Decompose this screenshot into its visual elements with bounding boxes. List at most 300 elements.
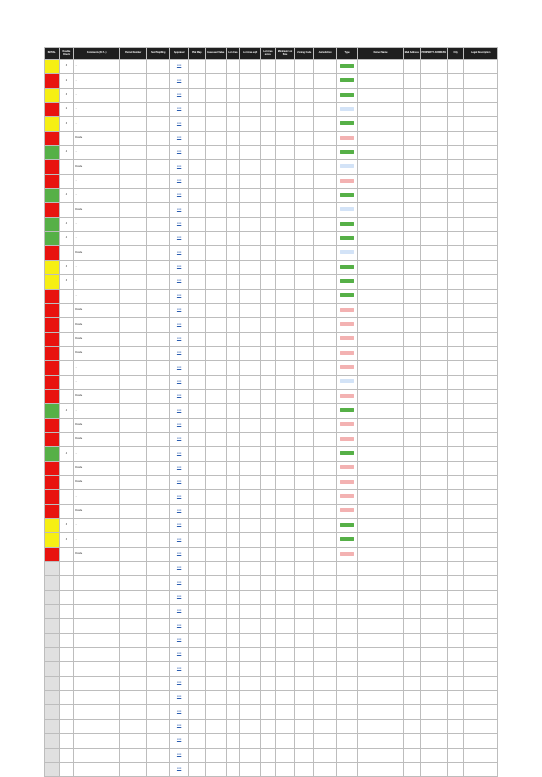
min-lot-size-cell [275, 461, 295, 475]
property-address-cell [420, 533, 447, 547]
jurisdiction-cell [314, 103, 337, 117]
table-row[interactable] [45, 475, 498, 489]
appraisal-link[interactable] [170, 705, 189, 719]
property-address-cell [420, 189, 447, 203]
appraisal-link-text[interactable]: Link [176, 408, 182, 412]
appraisal-link[interactable] [170, 318, 189, 332]
table-row[interactable] [45, 189, 498, 203]
appraisal-link-text[interactable]: Link [176, 724, 182, 728]
appraisal-link[interactable] [170, 275, 189, 289]
comments-cell: ... [74, 490, 120, 504]
appraisal-link-text[interactable]: Link [176, 523, 182, 527]
appraisal-link[interactable] [170, 748, 189, 762]
status-cell [45, 605, 60, 619]
col-header[interactable]: Parcel Number [120, 48, 147, 60]
table-row[interactable] [45, 246, 498, 260]
table-row[interactable] [45, 232, 498, 246]
col-header[interactable]: PROPERTY ADDRESS [420, 48, 447, 60]
jurisdiction-cell [314, 375, 337, 389]
zoning-code-cell [295, 60, 314, 74]
comments-cell [74, 562, 120, 576]
lot-area-cell [226, 605, 240, 619]
lot-area-cell [226, 447, 240, 461]
assessed-value-cell [205, 705, 226, 719]
legal-description-cell [464, 318, 498, 332]
type-badge [340, 222, 354, 226]
owner-name-cell [358, 160, 404, 174]
legal-description-cell [464, 562, 498, 576]
lot-acres-cell [261, 375, 276, 389]
table-row[interactable] [45, 361, 498, 375]
type-cell [337, 275, 358, 289]
property-address-cell [420, 447, 447, 461]
table-row[interactable] [45, 174, 498, 188]
owner-name-cell [358, 146, 404, 160]
appraisal-link-text[interactable]: Link [176, 322, 182, 326]
appraisal-link[interactable] [170, 332, 189, 346]
table-row[interactable] [45, 117, 498, 131]
appraisal-link-text[interactable]: Link [176, 250, 182, 254]
table-row[interactable] [45, 461, 498, 475]
appraisal-link-text[interactable]: Link [176, 595, 182, 599]
table-row[interactable] [45, 705, 498, 719]
double-check-cell [59, 289, 74, 303]
col-header[interactable]: Owner Name [358, 48, 404, 60]
appraisal-link[interactable] [170, 590, 189, 604]
appraisal-link-text[interactable]: Link [176, 480, 182, 484]
appraisal-link-text[interactable]: Link [176, 265, 182, 269]
table-row[interactable] [45, 217, 498, 231]
mail-address-cell [403, 160, 420, 174]
appraisal-link[interactable] [170, 691, 189, 705]
table-row[interactable] [45, 318, 498, 332]
table-row[interactable] [45, 346, 498, 360]
lot-acres-cell [261, 691, 276, 705]
appraisal-link[interactable] [170, 676, 189, 690]
appraisal-link[interactable] [170, 389, 189, 403]
sec-twp-rng-cell [147, 762, 170, 776]
appraisal-link-text[interactable]: Link [176, 308, 182, 312]
type-badge [340, 351, 354, 355]
appraisal-link-text[interactable]: Link [176, 437, 182, 441]
appraisal-link-text[interactable]: Link [176, 508, 182, 512]
appraisal-link[interactable] [170, 432, 189, 446]
col-header[interactable]: Plat Map [189, 48, 206, 60]
lot-area-cell [226, 88, 240, 102]
table-row[interactable] [45, 648, 498, 662]
appraisal-link-text[interactable]: Link [176, 379, 182, 383]
city-cell [447, 189, 464, 203]
table-row[interactable] [45, 676, 498, 690]
type-cell [337, 748, 358, 762]
plat-map-cell [189, 346, 206, 360]
col-header[interactable]: Appraisal [170, 48, 189, 60]
appraisal-link-text[interactable]: Link [176, 752, 182, 756]
parcel-number-cell [120, 734, 147, 748]
mail-address-cell [403, 361, 420, 375]
appraisal-link[interactable] [170, 74, 189, 88]
plat-map-cell [189, 375, 206, 389]
city-cell [447, 332, 464, 346]
property-address-cell [420, 762, 447, 776]
header-row [45, 48, 498, 60]
sec-twp-rng-cell [147, 246, 170, 260]
appraisal-link[interactable] [170, 605, 189, 619]
legal-description-cell [464, 576, 498, 590]
city-cell [447, 590, 464, 604]
col-header[interactable]: Minimum Lot Size [275, 48, 295, 60]
type-cell [337, 131, 358, 145]
appraisal-link-text[interactable]: Link [176, 336, 182, 340]
appraisal-link[interactable] [170, 160, 189, 174]
min-lot-size-cell [275, 676, 295, 690]
status-cell [45, 562, 60, 576]
appraisal-link-text[interactable]: Link [176, 236, 182, 240]
appraisal-link-text[interactable]: Link [176, 351, 182, 355]
appraisal-link-text[interactable]: Link [176, 64, 182, 68]
plat-map-cell [189, 318, 206, 332]
status-cell [45, 389, 60, 403]
appraisal-link[interactable] [170, 303, 189, 317]
mail-address-cell [403, 504, 420, 518]
table-row[interactable] [45, 519, 498, 533]
parcel-number-cell [120, 533, 147, 547]
property-address-cell [420, 562, 447, 576]
appraisal-link[interactable] [170, 633, 189, 647]
table-row[interactable] [45, 146, 498, 160]
table-row[interactable] [45, 748, 498, 762]
parcel-number-cell [120, 260, 147, 274]
zoning-code-cell [295, 590, 314, 604]
table-row[interactable] [45, 590, 498, 604]
parcel-number-cell [120, 361, 147, 375]
plat-map-cell [189, 103, 206, 117]
appraisal-link[interactable] [170, 88, 189, 102]
owner-name-cell [358, 605, 404, 619]
city-cell [447, 103, 464, 117]
appraisal-link[interactable] [170, 103, 189, 117]
appraisal-link[interactable] [170, 648, 189, 662]
appraisal-link-text[interactable]: Link [176, 207, 182, 211]
appraisal-link-text[interactable]: Link [176, 652, 182, 656]
sec-twp-rng-cell [147, 361, 170, 375]
appraisal-link[interactable] [170, 346, 189, 360]
lot-sqft-cell [240, 131, 261, 145]
table-row[interactable] [45, 662, 498, 676]
appraisal-link-text[interactable]: Link [176, 638, 182, 642]
appraisal-link-text[interactable]: Link [176, 93, 182, 96]
assessed-value-cell [205, 748, 226, 762]
min-lot-size-cell [275, 633, 295, 647]
table-row[interactable] [45, 303, 498, 317]
appraisal-link[interactable] [170, 533, 189, 547]
type-cell [337, 619, 358, 633]
plat-map-cell [189, 475, 206, 489]
zoning-code-cell [295, 676, 314, 690]
appraisal-link[interactable] [170, 217, 189, 231]
appraisal-link-text[interactable]: Link [176, 150, 182, 154]
table-row[interactable] [45, 576, 498, 590]
table-row[interactable] [45, 605, 498, 619]
col-header[interactable]: Mail Address [403, 48, 420, 60]
appraisal-link[interactable] [170, 174, 189, 188]
appraisal-link[interactable] [170, 447, 189, 461]
appraisal-link-text[interactable]: Link [176, 566, 182, 570]
appraisal-link-text[interactable]: Link [176, 365, 182, 369]
lot-acres-cell [261, 404, 276, 418]
table-row[interactable] [45, 275, 498, 289]
status-cell [45, 160, 60, 174]
appraisal-link[interactable] [170, 189, 189, 203]
city-cell [447, 346, 464, 360]
appraisal-link[interactable] [170, 762, 189, 776]
city-cell [447, 88, 464, 102]
assessed-value-cell [205, 633, 226, 647]
table-row[interactable] [45, 533, 498, 547]
col-header[interactable]: Comments (B-T...) [74, 48, 120, 60]
table-row[interactable] [45, 404, 498, 418]
lot-sqft-cell [240, 461, 261, 475]
appraisal-link-text[interactable]: Link [176, 222, 182, 226]
appraisal-link[interactable] [170, 117, 189, 131]
lot-area-cell [226, 418, 240, 432]
parcel-number-cell [120, 160, 147, 174]
table-row[interactable] [45, 504, 498, 518]
lot-acres-cell [261, 662, 276, 676]
appraisal-link[interactable] [170, 375, 189, 389]
table-row[interactable] [45, 160, 498, 174]
table-row[interactable] [45, 289, 498, 303]
appraisal-link-text[interactable]: Link [176, 78, 182, 82]
col-header[interactable]: Assessed Value [205, 48, 226, 60]
col-header[interactable]: Jurisdiction [314, 48, 337, 60]
appraisal-link-text[interactable]: Link [176, 552, 182, 555]
parcel-number-cell [120, 490, 147, 504]
col-header[interactable]: Type [337, 48, 358, 60]
appraisal-link[interactable] [170, 734, 189, 748]
lot-sqft-cell [240, 289, 261, 303]
legal-description-cell [464, 748, 498, 762]
appraisal-link-text[interactable]: Link [176, 609, 182, 613]
status-cell [45, 189, 60, 203]
jurisdiction-cell [314, 691, 337, 705]
appraisal-link[interactable] [170, 475, 189, 489]
table-row[interactable] [45, 60, 498, 74]
lot-acres-cell [261, 246, 276, 260]
col-header[interactable]: Sec/Twp/Rng [147, 48, 170, 60]
table-row[interactable] [45, 719, 498, 733]
mail-address-cell [403, 633, 420, 647]
appraisal-link[interactable] [170, 619, 189, 633]
appraisal-link-text[interactable]: Link [176, 465, 182, 469]
parcel-number-cell [120, 289, 147, 303]
table-row[interactable] [45, 375, 498, 389]
legal-description-cell [464, 246, 498, 260]
assessed-value-cell [205, 74, 226, 88]
parcel-number-cell [120, 346, 147, 360]
table-row[interactable] [45, 88, 498, 102]
zoning-code-cell [295, 189, 314, 203]
appraisal-link[interactable] [170, 547, 189, 561]
table-row[interactable] [45, 103, 498, 117]
appraisal-link-text[interactable]: Link [176, 179, 182, 183]
appraisal-link-text[interactable]: Link [176, 193, 182, 197]
table-row[interactable] [45, 691, 498, 705]
lot-area-cell [226, 748, 240, 762]
sec-twp-rng-cell [147, 60, 170, 74]
appraisal-link[interactable] [170, 203, 189, 217]
appraisal-link-text[interactable]: Link [176, 738, 182, 742]
appraisal-link-text[interactable]: Link [176, 709, 182, 713]
comments-cell: Donde [74, 461, 120, 475]
col-header[interactable]: Zoning Code [295, 48, 314, 60]
appraisal-link[interactable] [170, 146, 189, 160]
appraisal-link-text[interactable]: Link [176, 164, 182, 168]
owner-name-cell [358, 103, 404, 117]
table-row[interactable] [45, 447, 498, 461]
table-row[interactable] [45, 131, 498, 145]
legal-description-cell [464, 490, 498, 504]
parcel-number-cell [120, 103, 147, 117]
legal-description-cell [464, 547, 498, 561]
appraisal-link-text[interactable]: Link [176, 767, 182, 771]
appraisal-link-text[interactable]: Link [176, 394, 182, 398]
appraisal-link-text[interactable]: Link [176, 681, 182, 685]
status-cell [45, 676, 60, 690]
min-lot-size-cell [275, 762, 295, 776]
comments-cell [74, 633, 120, 647]
appraisal-link[interactable] [170, 662, 189, 676]
property-address-cell [420, 361, 447, 375]
property-address-cell [420, 217, 447, 231]
zoning-code-cell [295, 103, 314, 117]
appraisal-link[interactable] [170, 418, 189, 432]
appraisal-link[interactable] [170, 232, 189, 246]
owner-name-cell [358, 562, 404, 576]
appraisal-link-text[interactable]: Link [176, 494, 182, 498]
appraisal-link[interactable] [170, 361, 189, 375]
min-lot-size-cell [275, 60, 295, 74]
appraisal-link[interactable] [170, 519, 189, 533]
zoning-code-cell [295, 146, 314, 160]
appraisal-link[interactable] [170, 504, 189, 518]
lot-sqft-cell [240, 447, 261, 461]
appraisal-link-text[interactable]: Link [176, 279, 182, 283]
appraisal-link-text[interactable]: Link [176, 580, 182, 584]
sec-twp-rng-cell [147, 418, 170, 432]
status-cell [45, 318, 60, 332]
col-header[interactable]: City [447, 48, 464, 60]
plat-map-cell [189, 332, 206, 346]
table-row[interactable] [45, 762, 498, 776]
appraisal-link[interactable] [170, 260, 189, 274]
table-row[interactable] [45, 389, 498, 403]
lot-area-cell [226, 346, 240, 360]
appraisal-link[interactable] [170, 490, 189, 504]
table-row[interactable] [45, 633, 498, 647]
city-cell [447, 404, 464, 418]
col-header[interactable]: Legal Description [464, 48, 498, 60]
appraisal-link-text[interactable]: Link [176, 136, 182, 140]
appraisal-link[interactable] [170, 562, 189, 576]
lot-area-cell [226, 633, 240, 647]
owner-name-cell [358, 88, 404, 102]
table-row[interactable] [45, 260, 498, 274]
property-address-cell [420, 74, 447, 88]
zoning-code-cell [295, 117, 314, 131]
jurisdiction-cell [314, 74, 337, 88]
table-row[interactable] [45, 490, 498, 504]
type-badge [340, 336, 354, 340]
jurisdiction-cell [314, 346, 337, 360]
appraisal-link[interactable] [170, 719, 189, 733]
city-cell [447, 475, 464, 489]
table-row[interactable] [45, 74, 498, 88]
double-check-cell [59, 705, 74, 719]
table-row[interactable] [45, 562, 498, 576]
appraisal-link-text[interactable]: Link [176, 695, 182, 699]
min-lot-size-cell [275, 605, 295, 619]
col-header[interactable]: Lot Area acres [261, 48, 276, 60]
col-header[interactable]: Double Check [59, 48, 74, 60]
mail-address-cell [403, 389, 420, 403]
lot-area-cell [226, 490, 240, 504]
zoning-code-cell [295, 762, 314, 776]
col-header[interactable]: Lot Area sqft [240, 48, 261, 60]
jurisdiction-cell [314, 432, 337, 446]
table-row[interactable] [45, 619, 498, 633]
comments-cell: Donde [74, 303, 120, 317]
lot-area-cell [226, 189, 240, 203]
table-row[interactable] [45, 547, 498, 561]
col-header[interactable]: INITIAL [45, 48, 60, 60]
table-row[interactable] [45, 418, 498, 432]
mail-address-cell [403, 432, 420, 446]
table-row[interactable] [45, 203, 498, 217]
table-row[interactable] [45, 332, 498, 346]
appraisal-link-text[interactable]: Link [176, 537, 182, 541]
double-check-cell: 4 [59, 217, 74, 231]
appraisal-link-text[interactable]: Link [176, 451, 182, 455]
sec-twp-rng-cell [147, 562, 170, 576]
appraisal-link[interactable] [170, 576, 189, 590]
appraisal-link-text[interactable]: Link [176, 121, 182, 125]
appraisal-link[interactable] [170, 461, 189, 475]
appraisal-link[interactable] [170, 246, 189, 260]
appraisal-link[interactable] [170, 60, 189, 74]
status-cell [45, 260, 60, 274]
sec-twp-rng-cell [147, 504, 170, 518]
appraisal-link[interactable] [170, 404, 189, 418]
appraisal-link-text[interactable]: Link [176, 623, 182, 627]
type-badge [340, 293, 354, 297]
appraisal-link-text[interactable]: Link [176, 666, 182, 670]
mail-address-cell [403, 318, 420, 332]
status-cell [45, 232, 60, 246]
double-check-cell: 2 [59, 74, 74, 88]
appraisal-link[interactable] [170, 289, 189, 303]
table-row[interactable] [45, 432, 498, 446]
assessed-value-cell [205, 232, 226, 246]
table-row[interactable] [45, 734, 498, 748]
double-check-cell: 3 [59, 275, 74, 289]
appraisal-link-text[interactable]: Link [176, 293, 182, 297]
lot-area-cell [226, 375, 240, 389]
appraisal-link-text[interactable]: Link [176, 107, 182, 111]
appraisal-link-text[interactable]: Link [176, 422, 182, 426]
appraisal-link[interactable] [170, 131, 189, 145]
col-header[interactable]: Lot Area [226, 48, 240, 60]
